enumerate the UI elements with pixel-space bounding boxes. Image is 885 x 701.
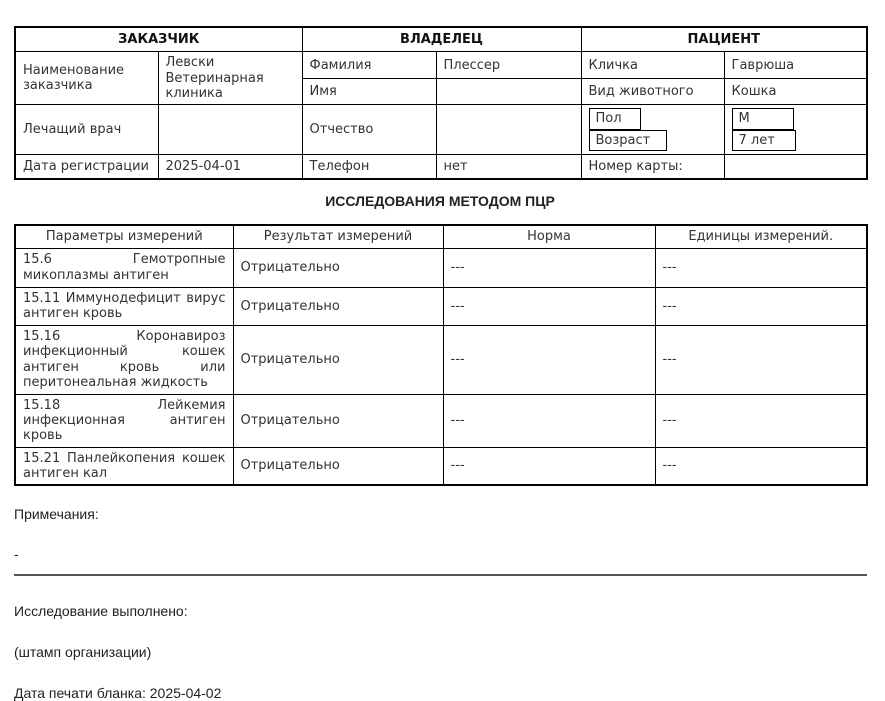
result-norm: ---: [443, 287, 655, 325]
owner-firstname-label: Имя: [302, 79, 436, 105]
print-date: Дата печати бланка: 2025-04-02: [14, 685, 222, 701]
column-header-parameter: Параметры измерений: [15, 225, 233, 248]
sex-value-box: М: [732, 108, 794, 129]
result-value: Отрицательно: [233, 248, 443, 287]
notes-label: Примечания:: [14, 506, 99, 523]
sex-label-box: Пол: [589, 108, 641, 129]
patient-sex-age-values-cell: [724, 105, 867, 155]
result-units: ---: [655, 394, 867, 447]
patient-nickname-label: Кличка: [581, 52, 724, 79]
result-value: Отрицательно: [233, 325, 443, 394]
result-value: Отрицательно: [233, 447, 443, 485]
patient-nickname-value: Гаврюша: [724, 52, 867, 79]
table-row: [15, 248, 867, 287]
result-units: ---: [655, 447, 867, 485]
customer-name-label: Наименование заказчика: [15, 52, 158, 105]
customer-name-value: Левски Ветеринарная клиника: [158, 52, 302, 105]
column-header-units: Единицы измерений.: [655, 225, 867, 248]
table-row: [15, 325, 867, 394]
patient-sex-age-labels-cell: [581, 105, 724, 155]
result-units: ---: [655, 248, 867, 287]
result-parameter: 15.18 Лейкемия инфекционная антиген кровь: [15, 394, 233, 447]
result-parameter: 15.21 Панлейкопения кошек антиген кал: [15, 447, 233, 485]
patient-card-value: [724, 154, 867, 179]
owner-patronymic-value: [436, 105, 581, 155]
age-value-box: 7 лет: [732, 130, 796, 151]
age-label-box: Возраст: [589, 130, 667, 151]
owner-surname-label: Фамилия: [302, 52, 436, 79]
result-parameter: 15.16 Коронавироз инфекционный кошек антиген кровь или перитонеальная жидкость: [15, 325, 233, 394]
result-units: ---: [655, 325, 867, 394]
result-norm: ---: [443, 394, 655, 447]
patient-section-header: ПАЦИЕНТ: [581, 27, 867, 52]
table-row: [15, 447, 867, 485]
result-units: ---: [655, 287, 867, 325]
result-norm: ---: [443, 447, 655, 485]
result-parameter: 15.6 Гемотропные микоплазмы антиген: [15, 248, 233, 287]
patient-species-label: Вид животного: [581, 79, 724, 105]
result-value: Отрицательно: [233, 394, 443, 447]
table-row: [15, 52, 867, 79]
section-header-row: [15, 27, 867, 52]
customer-section-header: ЗАКАЗЧИК: [15, 27, 302, 52]
customer-doctor-label: Лечащий врач: [15, 105, 158, 155]
customer-regdate-value: 2025-04-01: [158, 154, 302, 179]
page-title: ИССЛЕДОВАНИЯ МЕТОДОМ ПЦР: [325, 193, 555, 210]
results-table: [14, 224, 868, 486]
owner-phone-value: нет: [436, 154, 581, 179]
footer: [14, 506, 866, 701]
table-row: [15, 105, 867, 155]
table-row: [15, 394, 867, 447]
customer-doctor-value: [158, 105, 302, 155]
owner-patronymic-label: Отчество: [302, 105, 436, 155]
result-parameter: 15.11 Иммунодефицит вирус антиген кровь: [15, 287, 233, 325]
owner-section-header: ВЛАДЕЛЕЦ: [302, 27, 581, 52]
column-header-norm: Норма: [443, 225, 655, 248]
result-value: Отрицательно: [233, 287, 443, 325]
owner-phone-label: Телефон: [302, 154, 436, 179]
stamp-label: (штамп организации): [14, 644, 152, 661]
customer-regdate-label: Дата регистрации: [15, 154, 158, 179]
results-header-row: [15, 225, 867, 248]
owner-firstname-value: [436, 79, 581, 105]
performed-label: Исследование выполнено:: [14, 603, 188, 620]
column-header-result: Результат измерений: [233, 225, 443, 248]
patient-species-value: Кошка: [724, 79, 867, 105]
notes-value: -: [14, 546, 19, 563]
result-norm: ---: [443, 248, 655, 287]
header-table: [14, 26, 868, 180]
result-norm: ---: [443, 325, 655, 394]
patient-card-label: Номер карты:: [581, 154, 724, 179]
table-row: [15, 154, 867, 179]
table-row: [15, 287, 867, 325]
owner-surname-value: Плессер: [436, 52, 581, 79]
notes-underline: [14, 574, 867, 576]
